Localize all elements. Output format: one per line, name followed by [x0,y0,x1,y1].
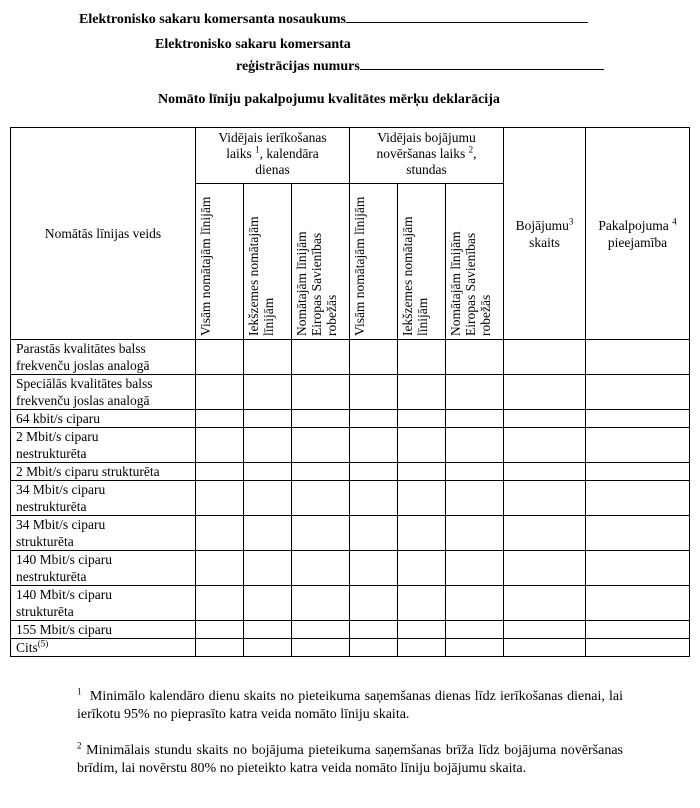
value-cell[interactable] [350,375,398,410]
value-cell[interactable] [586,428,690,463]
line-type-label: Cits$^{(5)}$ [11,639,196,657]
value-cell[interactable] [504,463,586,481]
value-cell[interactable] [244,410,292,428]
row-header-cell [11,128,196,340]
value-cell[interactable] [398,551,446,586]
table-row [11,516,690,551]
value-cell[interactable] [196,586,244,621]
table-row [11,586,690,621]
line-type-label: 2 Mbit/s ciparu nestrukturēta [11,428,196,463]
value-cell[interactable] [350,428,398,463]
value-cell[interactable] [446,463,504,481]
page-title: Nomāto līniju pakalpojumu kvalitātes mērķu deklarācija [158,92,500,107]
value-cell[interactable] [504,340,586,375]
table-row [11,481,690,516]
value-cell[interactable] [446,410,504,428]
value-cell[interactable] [244,428,292,463]
line-type-label: 34 Mbit/s ciparu strukturēta [11,516,196,551]
availability-header: Pakalpojuma $^4$ pieejamība [586,128,690,340]
value-cell[interactable] [504,481,586,516]
value-cell[interactable] [350,410,398,428]
line-type-label: Parastās kvalitātes balss frekvenču joslas analogā [11,340,196,375]
line-type-label: 64 kbit/s ciparu [11,410,196,428]
operator-name-blank[interactable] [346,8,588,23]
repair-all-lines-header: Visām nomātajām līnijām [350,184,398,340]
value-cell[interactable] [244,481,292,516]
value-cell[interactable] [244,639,292,657]
value-cell[interactable] [504,516,586,551]
value-cell[interactable] [586,340,690,375]
install-all-lines-header: Visām nomātajām līnijām [196,184,244,340]
value-cell[interactable] [350,516,398,551]
value-cell[interactable] [446,621,504,639]
value-cell[interactable] [446,551,504,586]
value-cell[interactable] [292,481,350,516]
value-cell[interactable] [398,340,446,375]
repair-time-group-header: Vidējais bojājumu novēršanas laiks $^2$, stundas [350,128,504,184]
value-cell[interactable] [196,375,244,410]
value-cell[interactable] [504,551,586,586]
value-cell[interactable] [504,586,586,621]
value-cell[interactable] [504,375,586,410]
install-domestic-header: Iekšzemes nomātajām līnijām [244,184,292,340]
value-cell[interactable] [196,621,244,639]
value-cell[interactable] [586,639,690,657]
value-cell[interactable] [350,621,398,639]
value-cell[interactable] [196,340,244,375]
value-cell[interactable] [504,639,586,657]
reg-number-label: reģistrācijas numurs [236,55,604,75]
line-type-label: 34 Mbit/s ciparu nestrukturēta [11,481,196,516]
install-eu-header: Nomātajām līnijām Eiropas Savienības robežās [292,184,350,340]
line-type-label: Speciālās kvalitātes balss frekvenču joslas analogā [11,375,196,410]
value-cell[interactable] [504,621,586,639]
value-cell[interactable] [398,428,446,463]
value-cell[interactable] [244,375,292,410]
repair-domestic-header: Iekšzemes nomātajām līnijām [398,184,446,340]
value-cell[interactable] [196,516,244,551]
value-cell[interactable] [586,621,690,639]
value-cell[interactable] [292,639,350,657]
value-cell[interactable] [244,463,292,481]
value-cell[interactable] [398,481,446,516]
value-cell[interactable] [350,340,398,375]
value-cell[interactable] [504,410,586,428]
value-cell[interactable] [446,481,504,516]
value-cell[interactable] [446,586,504,621]
reg-number-blank[interactable] [360,55,604,70]
value-cell[interactable] [446,375,504,410]
line-type-label: 2 Mbit/s ciparu strukturēta [11,463,196,481]
reg-number-label-line1: Elektronisko sakaru komersanta [155,37,351,52]
footnote-1: $^1$ Minimālo kalendāro dienu skaits no pieteikuma saņemšanas dienas līdz ierīkošanas dienai, lai ierīkotu 95% no pieprasīto katra veida nomāto līniju skaita. [77,686,624,722]
value-cell[interactable] [586,551,690,586]
footnote-2: $^2$ Minimālais stundu skaits no bojājuma pieteikuma saņemšanas brīža līdz bojājuma novēršanas brīdim, lai novērstu 80% no pieteikto katra veida nomāto līniju bojājumu skaita. [77,740,624,776]
table-row [11,428,690,463]
value-cell[interactable] [350,481,398,516]
line-type-label: 140 Mbit/s ciparu nestrukturēta [11,551,196,586]
value-cell[interactable] [586,586,690,621]
table-row [11,621,690,639]
value-cell[interactable] [446,340,504,375]
operator-name-label: Elektronisko sakaru komersanta nosaukums [79,8,588,28]
value-cell[interactable] [196,428,244,463]
table-row [11,639,690,657]
value-cell[interactable] [196,410,244,428]
value-cell[interactable] [292,410,350,428]
table-row [11,463,690,481]
value-cell[interactable] [446,516,504,551]
value-cell[interactable] [398,639,446,657]
value-cell[interactable] [292,516,350,551]
value-cell[interactable] [586,375,690,410]
line-type-label: 140 Mbit/s ciparu strukturēta [11,586,196,621]
value-cell[interactable] [244,586,292,621]
value-cell[interactable] [292,340,350,375]
value-cell[interactable] [292,428,350,463]
value-cell[interactable] [398,586,446,621]
value-cell[interactable] [244,621,292,639]
value-cell[interactable] [586,463,690,481]
value-cell[interactable] [196,551,244,586]
value-cell[interactable] [196,463,244,481]
value-cell[interactable] [398,463,446,481]
table-row [11,340,690,375]
value-cell[interactable] [292,621,350,639]
value-cell[interactable] [350,639,398,657]
value-cell[interactable] [350,551,398,586]
value-cell[interactable] [586,481,690,516]
repair-eu-header: Nomātajām līnijām Eiropas Savienības robežās [446,184,504,340]
value-cell[interactable] [196,481,244,516]
value-cell[interactable] [244,516,292,551]
quality-targets-table [10,127,690,657]
value-cell[interactable] [398,410,446,428]
value-cell[interactable] [292,375,350,410]
table-row [11,551,690,586]
value-cell[interactable] [244,551,292,586]
install-time-group-header: Vidējais ierīkošanas laiks $^1$, kalendāra dienas [196,128,350,184]
value-cell[interactable] [398,516,446,551]
value-cell[interactable] [398,375,446,410]
table-row [11,410,690,428]
value-cell[interactable] [446,639,504,657]
value-cell[interactable] [504,428,586,463]
row-header-label: Nomātās līnijas veids [44,225,162,241]
value-cell[interactable] [292,463,350,481]
value-cell[interactable] [350,463,398,481]
value-cell[interactable] [196,639,244,657]
value-cell[interactable] [292,551,350,586]
value-cell[interactable] [244,340,292,375]
line-type-label: 155 Mbit/s ciparu [11,621,196,639]
value-cell[interactable] [446,428,504,463]
value-cell[interactable] [292,586,350,621]
value-cell[interactable] [586,410,690,428]
value-cell[interactable] [350,586,398,621]
value-cell[interactable] [586,516,690,551]
table-row [11,375,690,410]
value-cell[interactable] [398,621,446,639]
faults-count-header: Bojājumu$^3$ skaits [504,128,586,340]
